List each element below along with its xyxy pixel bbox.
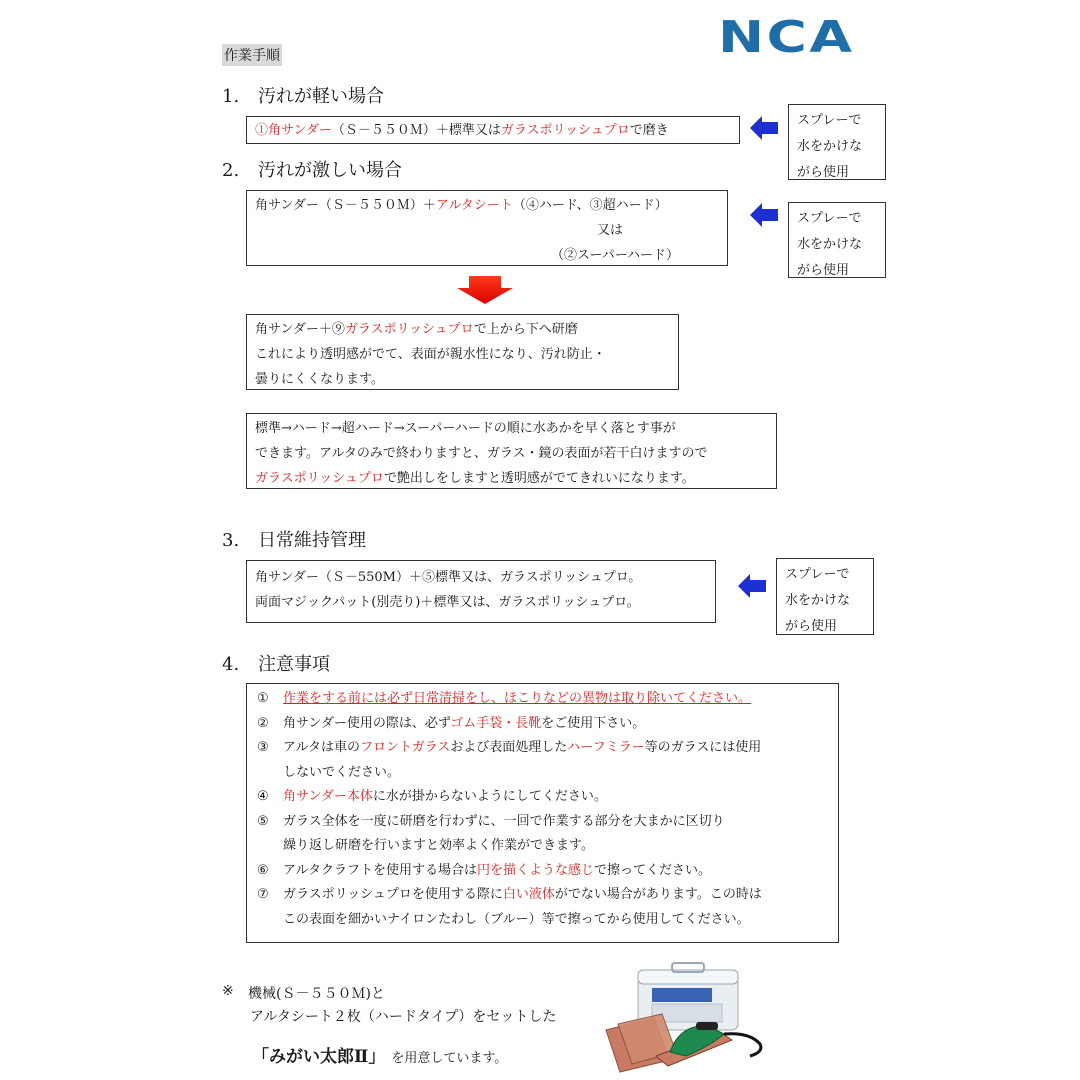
note-item: ① 作業をする前には必ず日常清掃をし、ほこりなどの異物は取り除いてください。 [257, 691, 752, 706]
note-item: ④ 角サンダー本体に水が掛からないようにしてください。 [257, 789, 607, 804]
note-item: ⑥ アルタクラフトを使用する場合は円を描くような感じで擦ってください。 [257, 862, 711, 878]
section-1-heading: 1. 汚れが軽い場合 [222, 86, 384, 107]
footer-mark: ※ [222, 983, 234, 999]
side-note-1: スプレーで 水をかけな がら使用 [788, 104, 886, 180]
section-1-box: ①角サンダー（Ｓ－５５０Ｍ）＋標準又はガラスポリッシュプロで磨き [246, 116, 740, 144]
section-4-heading: 4. 注意事項 [222, 654, 330, 675]
section-2-order-box: 標準→ハード→超ハード→スーパーハードの順に水あかを早く落とす事が できます。アルタのみで終わりますと、ガラス・鏡の表面が若干白けますので ガラスポリッシュプロで艶出しをしますと透明感がでてきれいになります。 [246, 413, 777, 489]
section-2-box: 角サンダー（Ｓ－５５０Ｍ）＋アルタシート（④ハード、③超ハード） 又は （②スーパーハード） [246, 190, 728, 266]
down-arrow-icon [455, 276, 515, 304]
left-arrow-icon [738, 574, 768, 598]
section-3-heading: 3. 日常維持管理 [222, 530, 366, 551]
nca-logo: NCA [718, 12, 855, 63]
header-label: 作業手順 [222, 44, 282, 66]
section-4-notes-box [246, 683, 839, 943]
note-item-continued: 繰り返し研磨を行いますと効率よく作業ができます。 [283, 838, 594, 853]
section-2-polish-box: 角サンダー＋⑨ガラスポリッシュプロで上から下へ研磨 これにより透明感がでて、表面が親水性になり、汚れ防止・ 曇りにくくなります。 [246, 314, 679, 390]
section-3-box: 角サンダー（Ｓ－550M）＋⑤標準又は、ガラスポリッシュプロ。 両面マジックパット(別売り)＋標準又は、ガラスポリッシュプロ。 [246, 560, 716, 623]
product-image [600, 960, 780, 1075]
note-item: ③ アルタは車のフロントガラスおよび表面処理したハーフミラー等のガラスには使用 [257, 740, 762, 755]
footer-line-1: 機械(Ｓ－５５０Ｍ)と [248, 986, 385, 1002]
note-item-continued: この表面を細かいナイロンたわし（ブルー）等で擦ってから使用してください。 [283, 911, 750, 927]
left-arrow-icon [750, 203, 780, 227]
section-2-heading: 2. 汚れが激しい場合 [222, 160, 402, 181]
note-item-continued: しないでください。 [283, 764, 401, 780]
left-arrow-icon [750, 116, 780, 140]
note-item: ⑦ ガラスポリッシュプロを使用する際に白い液体がでない場合があります。この時は [257, 887, 762, 902]
footer-line-3: 「みがい太郎Ⅱ」 を用意しています。 [252, 1047, 508, 1067]
note-item: ② 角サンダー使用の際は、必ずゴム手袋・長靴をご使用下さい。 [257, 715, 646, 731]
footer-line-2: アルタシート２枚（ハードタイプ）をセットした [250, 1009, 557, 1025]
note-item: ⑤ ガラス全体を一度に研磨を行わずに、一回で作業する部分を大まかに区切り [257, 813, 725, 829]
side-note-3: スプレーで 水をかけな がら使用 [776, 558, 874, 635]
side-note-2: スプレーで 水をかけな がら使用 [788, 202, 886, 278]
